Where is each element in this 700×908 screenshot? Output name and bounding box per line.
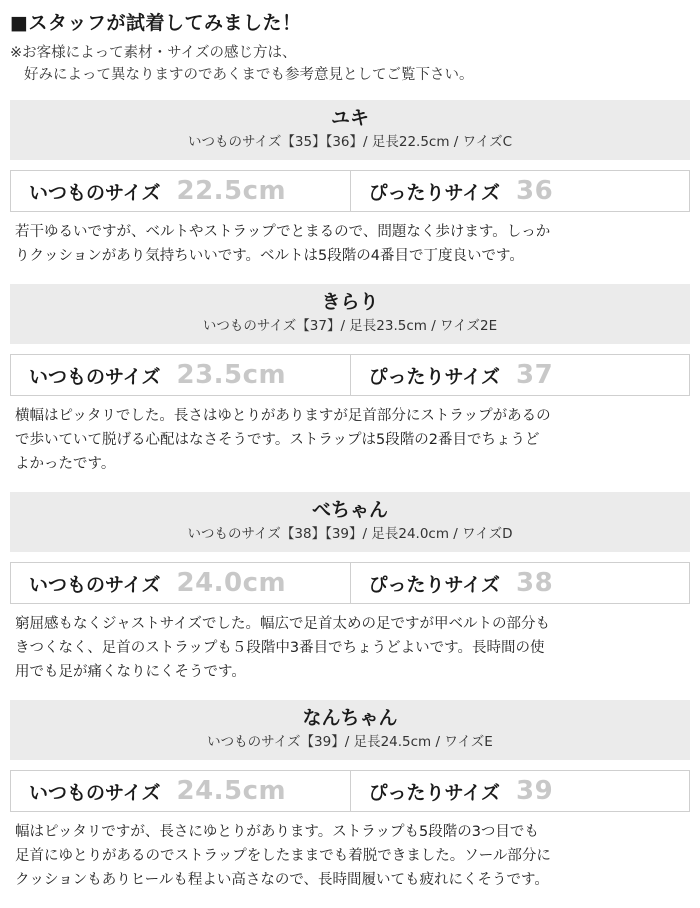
staff-comment [10, 404, 690, 476]
fit-size-label: ぴったりサイズ [368, 365, 500, 388]
usual-size-value: 23.5cm [176, 360, 287, 390]
staff-detail: いつものサイズ【35】【36】/ 足長22.5cm / ワイズC [187, 134, 512, 150]
comment-line: きつくなく、足首のストラップも５段階中3番目でちょうどよいです。長時間の使 [15, 640, 545, 656]
fit-size-value: 38 [515, 568, 554, 598]
staff-card-bechan [10, 492, 690, 684]
usual-size-cell [11, 771, 350, 811]
usual-size-label: いつものサイズ [29, 181, 161, 204]
comment-line: よかったです。 [15, 456, 116, 472]
staff-detail: いつものサイズ【39】/ 足長24.5cm / ワイズE [207, 734, 493, 750]
staff-card-nanchan [10, 700, 690, 892]
staff-name: なんちゃん [302, 707, 398, 729]
size-table [10, 354, 690, 396]
comment-line: 横幅はピッタリでした。長さはゆとりがありますが足首部分にストラップがあるの [15, 408, 551, 424]
usual-size-value: 24.5cm [176, 776, 287, 806]
fit-size-label: ぴったりサイズ [368, 181, 500, 204]
fit-size-cell [350, 771, 690, 811]
staff-name: きらり [321, 291, 379, 313]
comment-line: りクッションがあり気持ちいいです。ベルトは5段階の4番目で丁度良いです。 [15, 248, 524, 264]
staff-comment [10, 820, 690, 892]
staff-name: ユキ [330, 107, 369, 129]
size-table [10, 770, 690, 812]
comment-line: 窮屈感もなくジャストサイズでした。幅広で足首太めの足ですが甲ベルトの部分も [15, 616, 551, 632]
section-heading: ■スタッフが試着してみました！ [10, 12, 302, 34]
fit-size-label: ぴったりサイズ [368, 573, 500, 596]
fit-size-value: 37 [515, 360, 554, 390]
fit-size-cell [350, 355, 690, 395]
fit-size-value: 36 [515, 176, 554, 206]
usual-size-cell [11, 563, 350, 603]
staff-card-kirari [10, 284, 690, 476]
staff-comment [10, 612, 690, 684]
size-table [10, 170, 690, 212]
staff-name: べちゃん [311, 499, 388, 521]
staff-detail: いつものサイズ【37】/ 足長23.5cm / ワイズ2E [202, 318, 498, 334]
staff-comment [10, 220, 690, 268]
fit-size-value: 39 [515, 776, 554, 806]
staff-header [10, 492, 690, 552]
usual-size-label: いつものサイズ [29, 573, 161, 596]
staff-header [10, 700, 690, 760]
disclaimer-line-2: 好みによって異なりますのであくまでも参考意見としてご覧下さい。 [24, 67, 474, 83]
usual-size-value: 24.0cm [176, 568, 287, 598]
comment-line: 足首にゆとりがあるのでストラップをしたままでも着脱できました。ソール部分に [15, 848, 551, 864]
usual-size-value: 22.5cm [176, 176, 287, 206]
usual-size-label: いつものサイズ [29, 365, 161, 388]
staff-header [10, 100, 690, 160]
disclaimer-note [10, 42, 474, 86]
staff-detail: いつものサイズ【38】【39】/ 足長24.0cm / ワイズD [187, 526, 513, 542]
staff-card-yuki [10, 100, 690, 268]
usual-size-cell [11, 355, 350, 395]
comment-line: 若干ゆるいですが、ベルトやストラップでとまるので、問題なく歩けます。しっか [15, 224, 551, 240]
usual-size-label: いつものサイズ [29, 781, 161, 804]
fit-size-label: ぴったりサイズ [368, 781, 500, 804]
fit-size-cell [350, 563, 690, 603]
disclaimer-line-1: ※お客様によって素材・サイズの感じ方は、 [10, 45, 297, 61]
comment-line: クッションもありヒールも程よい高さなので、長時間履いても疲れにくそうです。 [15, 872, 549, 888]
usual-size-cell [11, 171, 350, 211]
staff-header [10, 284, 690, 344]
comment-line: 幅はピッタリですが、長さにゆとりがあります。ストラップも5段階の3つ目でも [15, 824, 539, 840]
comment-line: で歩いていて脱げる心配はなさそうです。ストラップは5段階の2番目でちょうど [15, 432, 540, 448]
size-table [10, 562, 690, 604]
fit-size-cell [350, 171, 690, 211]
comment-line: 用でも足が痛くなりにくそうです。 [15, 664, 246, 680]
